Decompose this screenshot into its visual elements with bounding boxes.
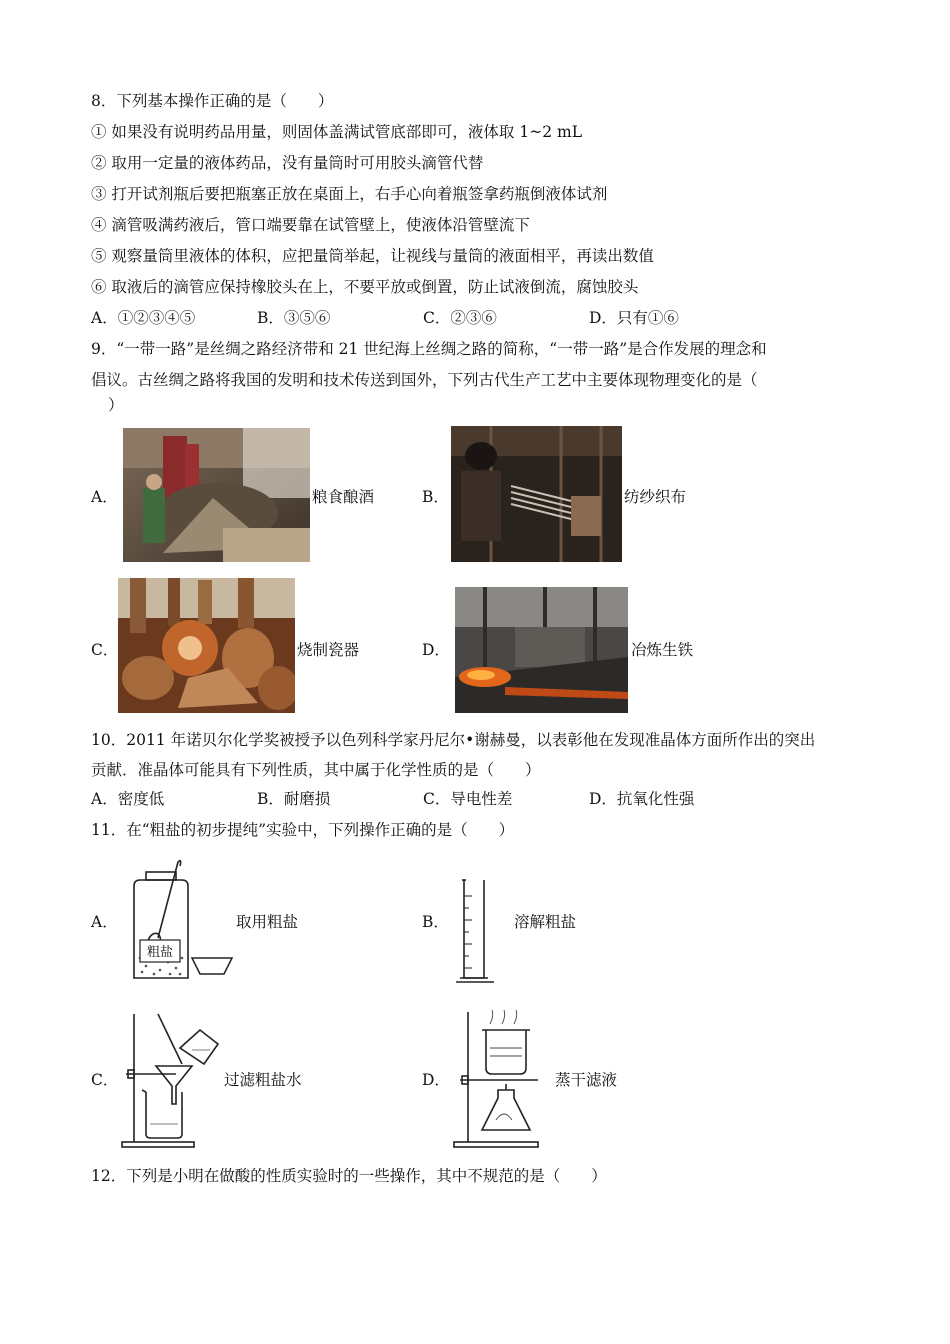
- q9-option-d-letter[interactable]: D．: [422, 641, 450, 659]
- graduated-cylinder-diagram: [452, 876, 502, 988]
- q8-stem: 8．下列基本操作正确的是（ ）: [91, 92, 334, 110]
- porcelain-firing-photo: [118, 578, 295, 713]
- q9-option-a-letter[interactable]: A．: [91, 488, 118, 506]
- q10-option-a[interactable]: A．密度低: [91, 790, 165, 808]
- q10-option-d[interactable]: D．抗氧化性强: [589, 790, 695, 808]
- q9-stem-line-3: ）: [108, 396, 124, 414]
- q9-option-c-caption: 烧制瓷器: [297, 641, 360, 659]
- q8-option-c[interactable]: C．②③⑥: [423, 309, 497, 327]
- q10-option-b[interactable]: B．耐磨损: [257, 790, 331, 808]
- q11-option-d-letter[interactable]: D．: [422, 1071, 450, 1089]
- q10-option-c[interactable]: C．导电性差: [423, 790, 513, 808]
- spinning-weaving-photo: [451, 426, 622, 562]
- q9-stem-line-2: 倡议。古丝绸之路将我国的发明和技术传送到国外，下列古代生产工艺中主要体现物理变化的是（: [91, 371, 758, 389]
- q8-item-1: ① 如果没有说明药品用量，则固体盖满试管底部即可，液体取 1~2 mL: [91, 123, 582, 141]
- q10-stem-line-1: 10．2011 年诺贝尔化学奖被授予以色列科学家丹尼尔•谢赫曼，以表彰他在发现准晶体方面所作出的突出: [91, 731, 816, 749]
- filtration-diagram: [120, 1008, 222, 1150]
- q11-option-c-caption: 过滤粗盐水: [224, 1071, 302, 1089]
- q8-item-4: ④ 滴管吸满药液后，管口端要靠在试管壁上，使液体沿管壁流下: [91, 216, 530, 234]
- q8-item-3: ③ 打开试剂瓶后要把瓶塞正放在桌面上，右手心向着瓶签拿药瓶倒液体试剂: [91, 185, 608, 203]
- q9-option-c-letter[interactable]: C．: [91, 641, 119, 659]
- q8-item-2: ② 取用一定量的液体药品，没有量筒时可用胶头滴管代替: [91, 154, 484, 172]
- q9-option-a-caption: 粮食酿酒: [312, 488, 375, 506]
- q11-option-b-letter[interactable]: B．: [422, 913, 449, 931]
- iron-smelting-photo: [455, 587, 628, 713]
- q11-option-b-caption: 溶解粗盐: [514, 913, 577, 931]
- q9-stem-line-1: 9．“一带一路”是丝绸之路经济带和 21 世纪海上丝绸之路的简称，“一带一路”是合作发展的理念和: [91, 340, 767, 358]
- q8-option-a[interactable]: A．①②③④⑤: [91, 309, 196, 327]
- evaporation-diagram: [452, 1008, 546, 1150]
- svg-text:粗盐: 粗盐: [146, 945, 174, 960]
- q10-stem-line-2: 贡献．准晶体可能具有下列性质，其中属于化学性质的是（ ）: [91, 761, 541, 779]
- q11-option-a-caption: 取用粗盐: [236, 913, 299, 931]
- q8-option-b[interactable]: B．③⑤⑥: [257, 309, 331, 327]
- q8-option-d[interactable]: D．只有①⑥: [589, 309, 679, 327]
- q8-item-6: ⑥ 取液后的滴管应保持橡胶头在上，不要平放或倒置，防止试液倒流，腐蚀胶头: [91, 278, 639, 296]
- q12-stem: 12．下列是小明在做酸的性质实验时的一些操作，其中不规范的是（ ）: [91, 1167, 607, 1185]
- q9-option-d-caption: 冶炼生铁: [631, 641, 694, 659]
- q11-stem: 11．在“粗盐的初步提纯”实验中，下列操作正确的是（ ）: [91, 821, 515, 839]
- take-coarse-salt-diagram: [120, 858, 238, 984]
- q8-item-5: ⑤ 观察量筒里液体的体积，应把量筒举起，让视线与量筒的液面相平，再读出数值: [91, 247, 654, 265]
- q11-option-a-letter[interactable]: A．: [91, 913, 118, 931]
- q9-option-b-letter[interactable]: B．: [422, 488, 449, 506]
- q11-option-d-caption: 蒸干滤液: [555, 1071, 618, 1089]
- grain-liquor-brewing-photo: [123, 428, 310, 562]
- q11-option-c-letter[interactable]: C．: [91, 1071, 119, 1089]
- q9-option-b-caption: 纺纱织布: [624, 488, 687, 506]
